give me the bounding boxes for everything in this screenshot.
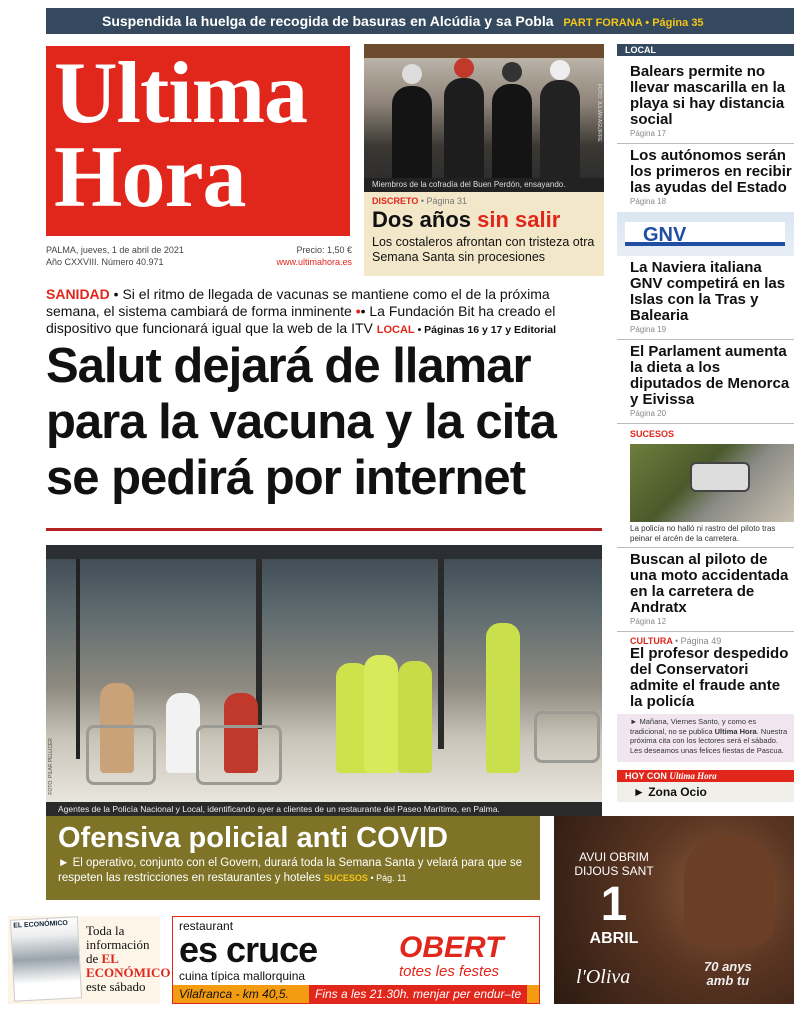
gnv-logo: GNV: [643, 224, 687, 246]
photo-credit: FOTO: JULIÁN AGUIRRE: [596, 84, 602, 142]
masthead: [46, 244, 352, 268]
economico-text: Toda la información de EL ECONÓMICO este sábado: [86, 923, 171, 994]
economico-thumbnail: EL ECONÓMICO: [10, 916, 82, 1001]
teaser-text: Los costaleros afrontan con tristeza otra Semana Santa sin procesiones: [372, 235, 595, 264]
sidebar-item-page: Página 18: [630, 197, 667, 206]
loliva-anys: 70 anys amb tu: [704, 959, 752, 988]
ofensiva-text: ► El operativo, conjunto con el Govern, durará toda la Semana Santa y velará para que se respeten las restricciones en restaurantes y hoteles SUCESOS • Pág. 11: [58, 857, 522, 884]
teaser-kicker: DISCRETO • Página 31: [372, 196, 468, 206]
lead-pages: • Páginas 16 y 17 y Editorial: [414, 324, 557, 336]
teaser-box[interactable]: [364, 192, 604, 276]
loliva-day: 1: [600, 878, 628, 931]
top-banner-tag: PART FORANA • Página 35: [563, 17, 704, 29]
ad-restaurant-label: restaurant: [179, 919, 234, 933]
sidebar-item-page: Página 20: [630, 409, 667, 418]
teaser-title: Dos años sin salir: [372, 207, 561, 232]
crash-caption: La policía no halló ni rastro del piloto tras peinar el arcén de la carretera.: [630, 524, 776, 543]
sidebar-item-conservatori[interactable]: El profesor despedido del Conservatori admite el fraude ante la policía: [630, 645, 789, 710]
newspaper-logo[interactable]: [46, 46, 350, 236]
ofensiva-box[interactable]: [46, 816, 540, 900]
masthead-date: PALMA, jueves, 1 de abril de 2021: [46, 245, 184, 255]
main-headline[interactable]: Salut dejará de llamar para la vacuna y la cita se pedirá por internet: [46, 339, 556, 505]
logo-line-1: Ultima: [54, 45, 308, 142]
ad-info-bar: [173, 985, 539, 1003]
masthead-url[interactable]: www.ultimahora.es: [276, 257, 352, 267]
sidebar-item-moto[interactable]: Buscan al piloto de una moto accidentada en la carretera de Andratx: [630, 551, 789, 616]
cofradia-photo[interactable]: [364, 44, 604, 190]
zona-ocio-link[interactable]: ► Zona Ocio: [617, 782, 794, 802]
top-banner-text: Suspendida la huelga de recogida de basuras en Alcúdia y sa Pobla: [102, 13, 554, 29]
masthead-issue: Año CXXVIII. Número 40.971: [46, 257, 164, 267]
ad-restaurant-name: es cruce: [179, 929, 318, 970]
sidebar-item-parlament[interactable]: El Parlament aumenta la dieta a los diputados de Menorca y Eivissa: [630, 343, 790, 408]
sidebar-item-page: Página 19: [630, 325, 667, 334]
es-cruce-ad[interactable]: [172, 916, 540, 1004]
cofradia-caption: Miembros de la cofradía del Buen Perdón, ensayando.: [364, 178, 604, 192]
headline-divider: [46, 528, 602, 531]
moto-accident-photo[interactable]: [630, 444, 794, 522]
ad-location: Vilafranca - km 40,5.: [179, 987, 289, 1001]
sidebar-item-gnv[interactable]: La Naviera italiana GNV competirá en las Islas con la Tras y Balearia: [630, 259, 786, 324]
ad-obert: OBERT: [399, 931, 504, 964]
sucesos-header: SUCESOS: [630, 429, 675, 439]
sidebar-item-page: Página 17: [630, 129, 667, 138]
sidebar-item-page: Página 12: [630, 617, 667, 626]
lead-paragraph: SANIDAD • Si el ritmo de llegada de vacunas se mantiene como el de la próxima semana, el sistema cambiará de forma inminente •• La Fundación Bit ha creado el dispositivo que funcionará igual que la web de la ITV LOCAL • Páginas 16 y 17 y Editorial: [46, 286, 557, 336]
police-photo-caption: Agentes de la Policía Nacional y Local, identificando ayer a clientes de un restaurante del Paseo Marítimo, en Palma.: [46, 802, 602, 816]
ad-cuina: cuina típica mallorquina: [179, 969, 306, 983]
ad-festes: totes les festes: [399, 963, 500, 980]
sidebar-item-mascarilla[interactable]: Balears permite no llevar mascarilla en la playa si hay distancia social: [630, 63, 786, 128]
loliva-month: ABRIL: [589, 930, 639, 947]
cultura-header: CULTURA • Página 49: [630, 636, 722, 646]
easter-notice: ► Mañana, Viernes Santo, y como es tradicional, no se publica Ultima Hora. Nuestra próxima cita con los lectores será el sábado. Les deseamos unas felices fiestas de Pascua.: [617, 714, 794, 762]
motorbike-shape: [690, 462, 750, 492]
economico-promo[interactable]: [8, 916, 171, 1004]
police-restaurant-photo[interactable]: [46, 545, 602, 803]
ofensiva-title: Ofensiva policial anti COVID: [58, 822, 448, 854]
loliva-ad[interactable]: [554, 816, 794, 1004]
right-sidebar: [617, 44, 794, 710]
loliva-open-text: AVUI OBRIM DIJOUS SANT: [574, 850, 654, 878]
gnv-ship-photo[interactable]: [617, 212, 794, 256]
lead-section: SANIDAD: [46, 286, 110, 302]
top-banner[interactable]: [46, 8, 794, 34]
ad-hours: Fins a les 21.30h. menjar per endur–te: [309, 985, 527, 1003]
local-header: LOCAL: [617, 44, 794, 56]
lead-tag: LOCAL: [376, 324, 415, 336]
sidebar-item-autonomos[interactable]: Los autónomos serán los primeros en recibir las ayudas del Estado: [630, 147, 792, 196]
hoy-con-header: HOY CON Ultima Hora: [617, 770, 794, 782]
loliva-brand: l'Oliva: [576, 966, 631, 988]
logo-line-2: Hora: [54, 129, 246, 226]
photo-credit-main: FOTO: PILAR PELLICER: [48, 738, 54, 795]
masthead-price: Precio: 1,50 €: [296, 245, 352, 255]
